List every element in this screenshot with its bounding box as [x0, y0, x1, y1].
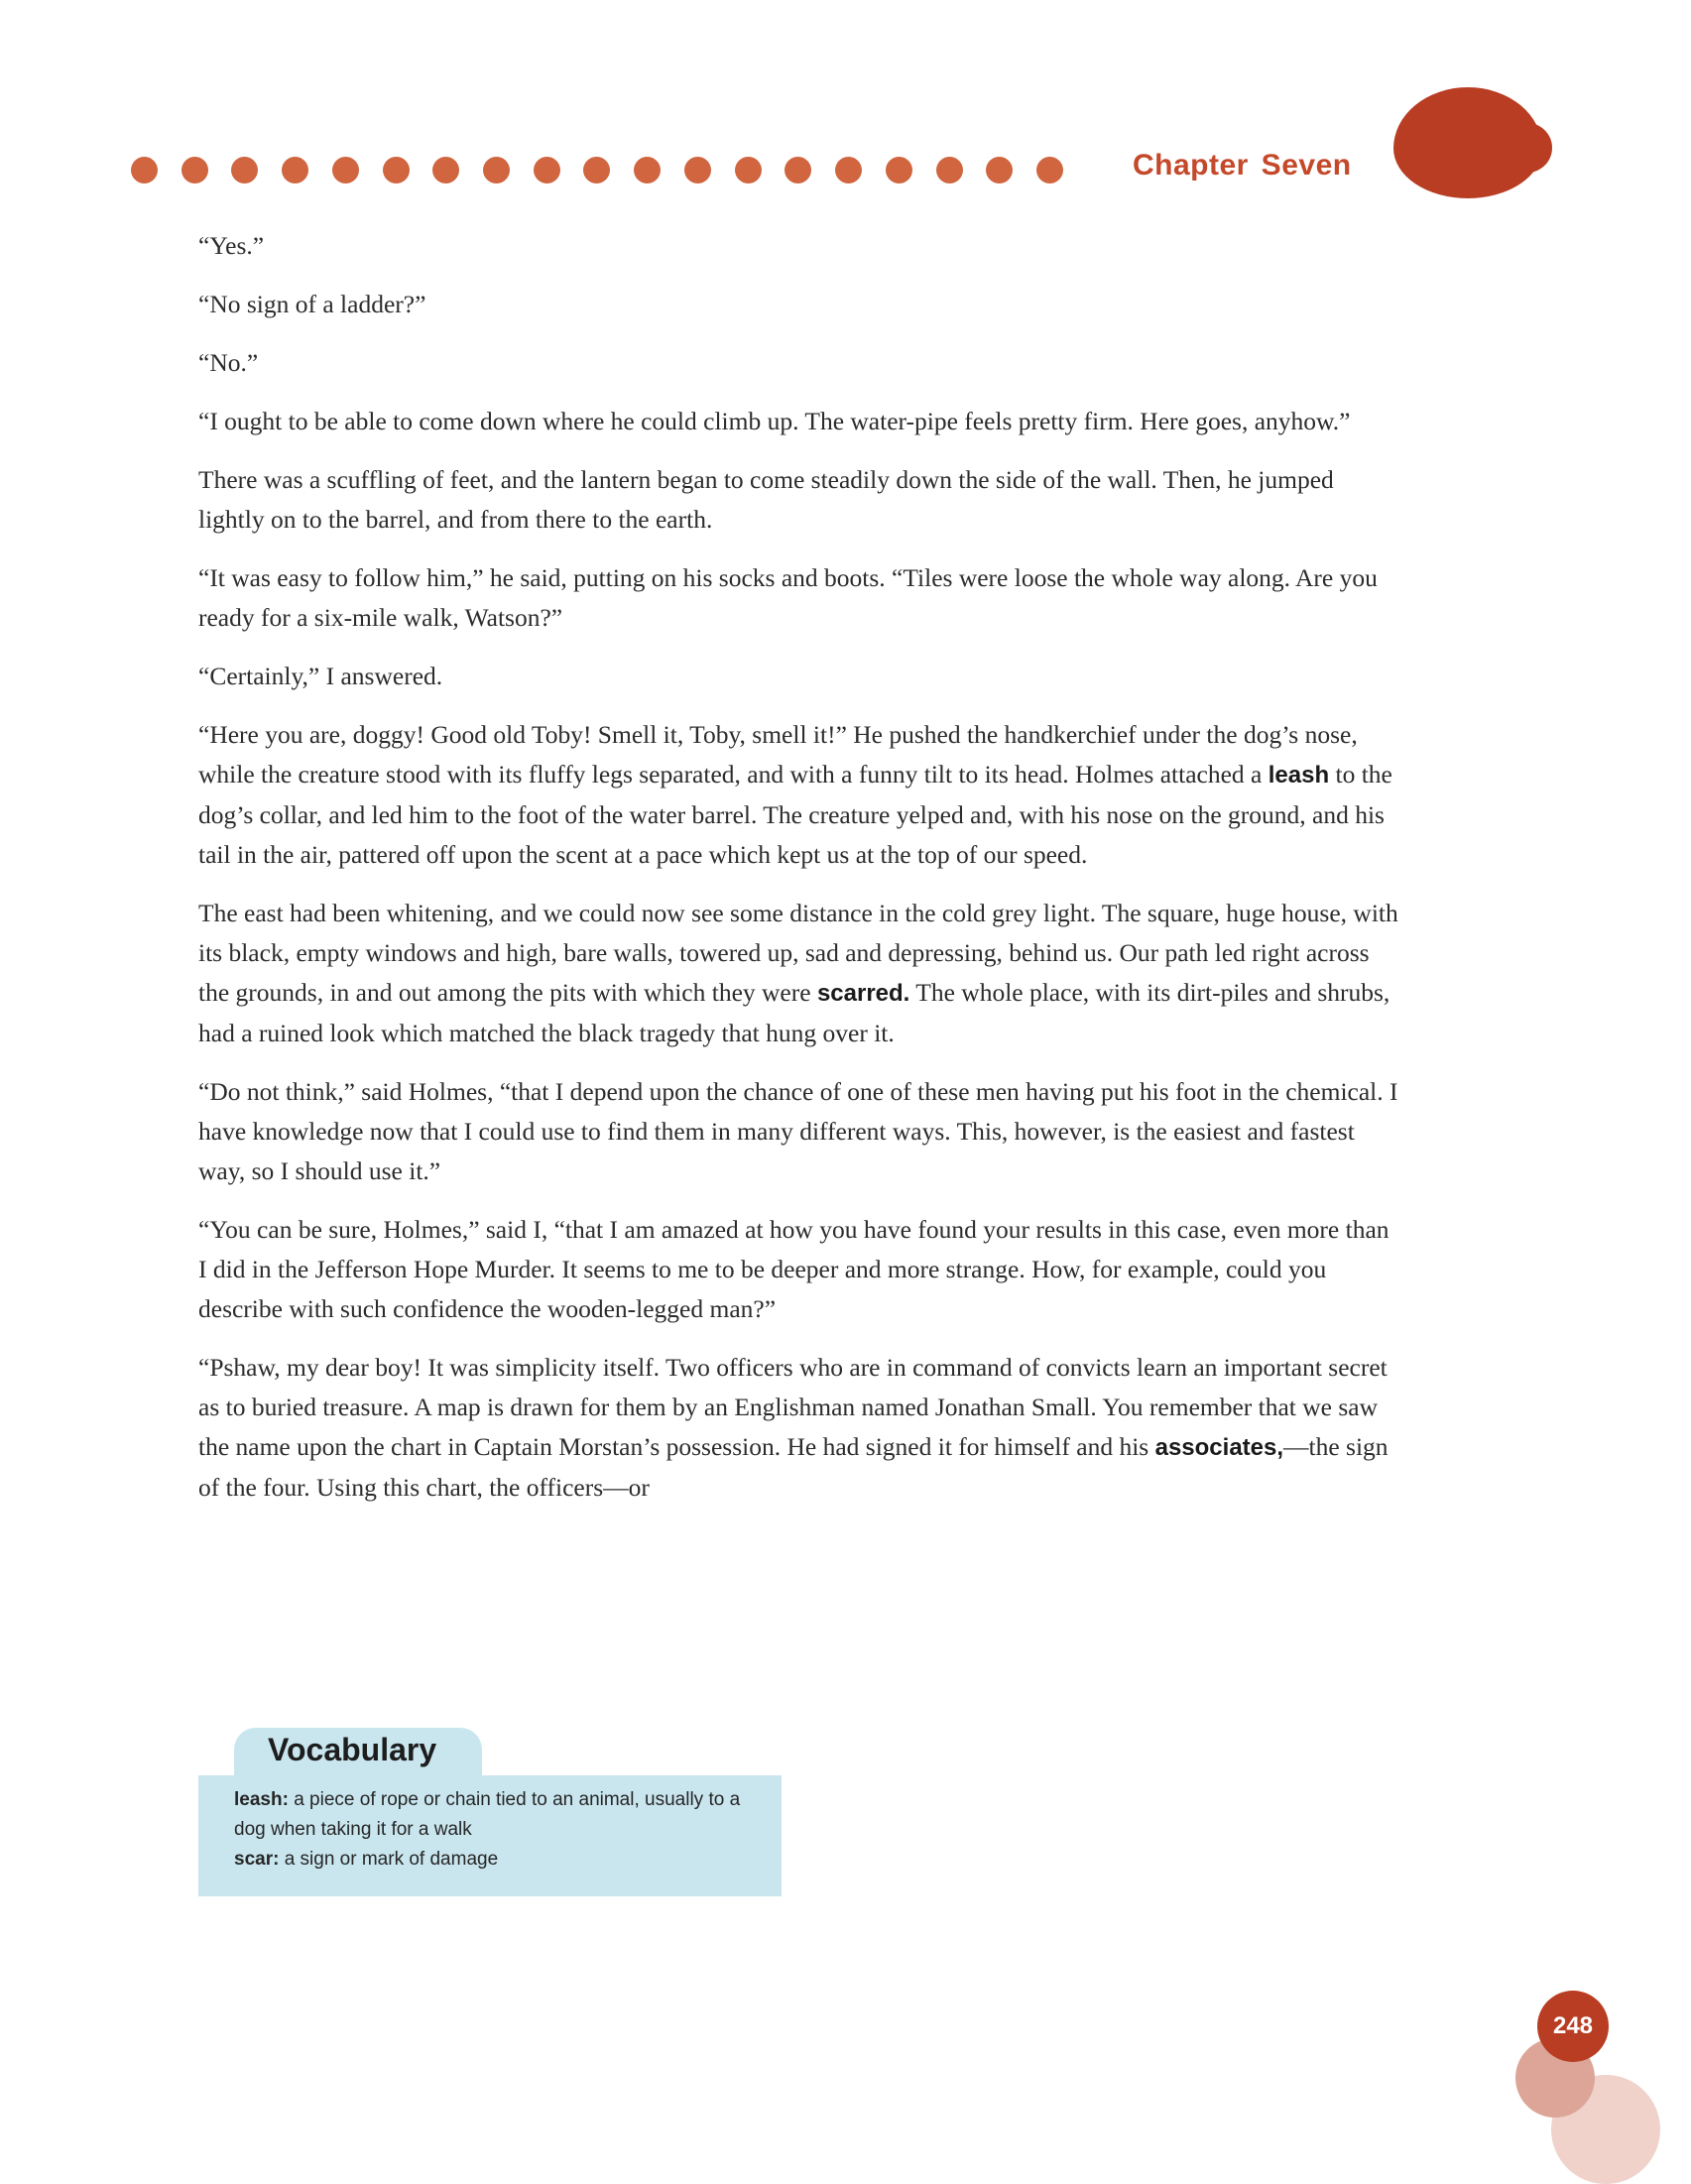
- vocabulary-word: leash: [1268, 762, 1330, 789]
- vocabulary-word: associates,: [1154, 1434, 1284, 1461]
- story-text-run: “Here you are, doggy! Good old Toby! Smell it, Toby, smell it!” He pushed the handkerchief under the dog’s nose, while the creature stood with its fluffy legs separated, and with a funny tilt to its head. Holmes attached a: [198, 720, 1358, 789]
- vocabulary-definition: a sign or mark of damage: [279, 1849, 499, 1870]
- header-dot: [282, 157, 308, 183]
- header-dot: [332, 157, 359, 183]
- vocabulary-term: scar:: [234, 1849, 280, 1870]
- vocabulary-entry: [234, 1785, 770, 1845]
- header-dot: [886, 157, 912, 183]
- story-text-run: to the dog’s collar, and led him to the foot of the water barrel. The creature yelped and, with his nose on the ground, and his tail in the air, pattered off upon the scent at a pace which kept us at the top of our speed.: [198, 760, 1392, 869]
- header-dot: [583, 157, 610, 183]
- story-paragraph: [198, 657, 1398, 696]
- story-paragraph: [198, 460, 1398, 540]
- story-text-run: “No sign of a ladder?”: [198, 290, 426, 318]
- story-text-run: “Pshaw, my dear boy! It was simplicity itself. Two officers who are in command of convicts learn an important secret as to buried treasure. A map is drawn for them by an Englishman named Jonathan Small. You remember that we saw the name upon the chart in Captain Morstan’s possession. He had signed it for himself and his: [198, 1353, 1388, 1461]
- vocabulary-heading: Vocabulary: [268, 1732, 437, 1767]
- story-text-run: The whole place, with its dirt-piles and shrubs, had a ruined look which matched the black tragedy that hung over it.: [198, 978, 1390, 1047]
- story-paragraph: [198, 894, 1398, 1053]
- vocabulary-word: scarred.: [816, 980, 910, 1007]
- story-paragraph: [198, 402, 1398, 441]
- vocabulary-entry: [234, 1845, 770, 1875]
- header-dot: [534, 157, 560, 183]
- story-paragraph: [198, 558, 1398, 638]
- story-paragraph: [198, 715, 1398, 875]
- story-text: [198, 226, 1398, 1526]
- header-dot: [383, 157, 410, 183]
- chapter-title: Chapter Seven: [1133, 149, 1352, 182]
- story-text-run: —the sign of the four. Using this chart, the officers—or: [198, 1432, 1389, 1502]
- story-text-run: “Do not think,” said Holmes, “that I depend upon the chance of one of these men having put his foot in the chemical. I have knowledge now that I could use to find them in many different ways. This, however, is the easiest and fastest way, so I should use it.”: [198, 1077, 1398, 1185]
- story-paragraph: [198, 1348, 1398, 1508]
- vocabulary-definition: a piece of rope or chain tied to an animal, usually to a dog when taking it for a walk: [234, 1789, 741, 1840]
- story-text-run: “I ought to be able to come down where he could climb up. The water-pipe feels pretty firm. Here goes, anyhow.”: [198, 407, 1351, 435]
- story-paragraph: [198, 343, 1398, 383]
- vocabulary-list: [234, 1785, 770, 1875]
- header-dot: [735, 157, 762, 183]
- story-paragraph: [198, 1210, 1398, 1329]
- header-dot-row: [131, 155, 1063, 184]
- header-dot: [483, 157, 510, 183]
- header-dot: [785, 157, 811, 183]
- story-paragraph: [198, 1072, 1398, 1191]
- story-text-run: “Yes.”: [198, 231, 265, 260]
- header-dot: [936, 157, 963, 183]
- corner-blob-small: [1503, 123, 1552, 173]
- story-text-run: “You can be sure, Holmes,” said I, “that I am amazed at how you have found your results in this case, even more than I did in the Jefferson Hope Murder. It seems to me to be deeper and more strange. How, for example, could you describe with such confidence the wooden-legged man?”: [198, 1215, 1389, 1323]
- page-number: 248: [1537, 1991, 1609, 2062]
- header-dot: [684, 157, 711, 183]
- story-paragraph: [198, 226, 1398, 266]
- story-text-run: “It was easy to follow him,” he said, putting on his socks and boots. “Tiles were loose the whole way along. Are you ready for a six-mile walk, Watson?”: [198, 563, 1378, 632]
- story-paragraph: [198, 285, 1398, 324]
- header-dot: [181, 157, 208, 183]
- header-dot: [634, 157, 661, 183]
- story-text-run: “No.”: [198, 348, 259, 377]
- header-dot: [432, 157, 459, 183]
- story-text-run: There was a scuffling of feet, and the lantern began to come steadily down the side of the wall. Then, he jumped lightly on to the barrel, and from there to the earth.: [198, 465, 1334, 534]
- header-dot: [835, 157, 862, 183]
- header-dot: [131, 157, 158, 183]
- story-text-run: The east had been whitening, and we could now see some distance in the cold grey light. The square, huge house, with its black, empty windows and high, bare walls, towered up, sad and depressing, behind us. Our path led right across the grounds, in and out among the pits with which they were: [198, 899, 1398, 1007]
- header-dot: [231, 157, 258, 183]
- header-dot: [986, 157, 1013, 183]
- header-dot: [1036, 157, 1063, 183]
- story-text-run: “Certainly,” I answered.: [198, 662, 443, 690]
- vocabulary-term: leash:: [234, 1789, 289, 1810]
